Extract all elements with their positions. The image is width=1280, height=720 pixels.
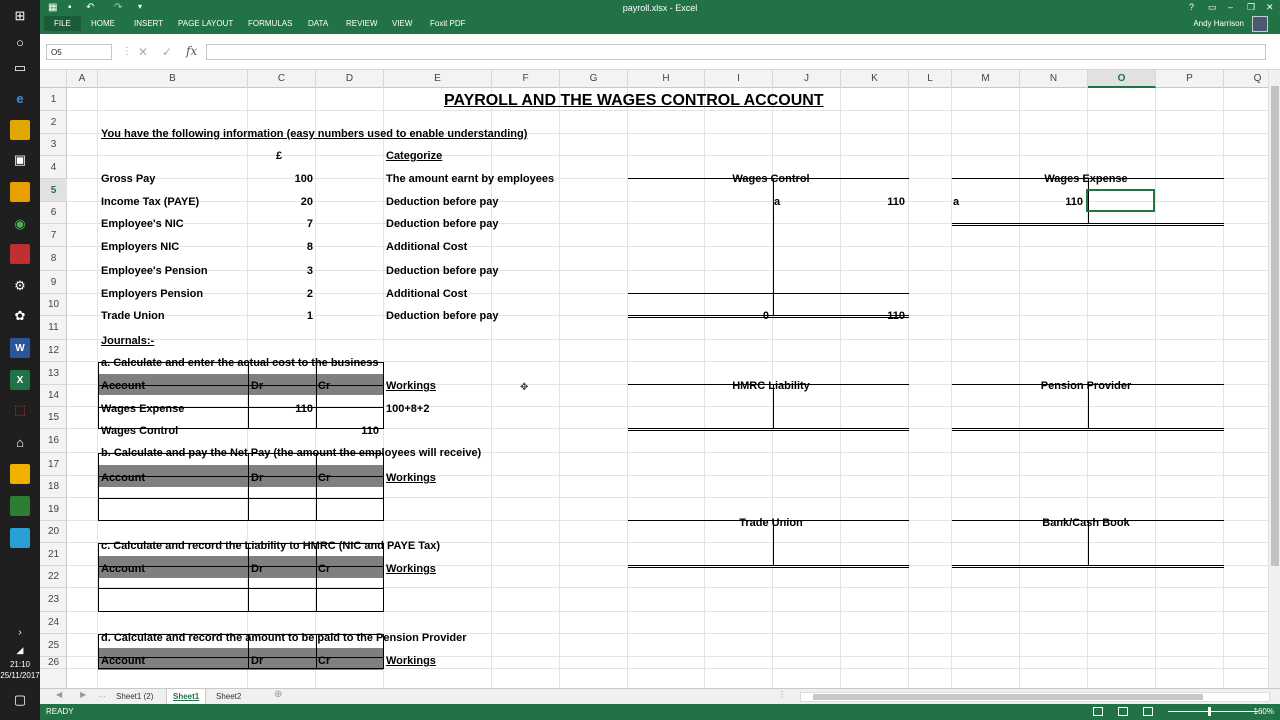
item-category: Additional Cost [386, 241, 468, 253]
wages-control-dr-total: 0 [762, 310, 769, 322]
zoom-level[interactable]: 160% [1253, 707, 1274, 716]
trade-union-bottom-1 [628, 565, 909, 566]
wages-expense-bottom-1 [952, 223, 1224, 224]
column-header-f[interactable]: F [492, 70, 560, 88]
insert-function-button[interactable]: fx [186, 44, 198, 58]
journal-c-border-h [98, 611, 384, 612]
edge-browser-icon[interactable]: e [16, 90, 24, 106]
wages-control-cr-total: 110 [887, 310, 905, 322]
tab-view[interactable]: VIEW [392, 19, 413, 28]
hmrc-bottom-1 [628, 428, 909, 429]
journal-d-border-h [98, 668, 384, 669]
journal-c-account-header: Account [101, 563, 145, 575]
row-header-1[interactable]: 1 [40, 88, 67, 111]
journals-label: Journals:- [101, 335, 155, 347]
item-category: Deduction before pay [386, 265, 499, 277]
app-red-icon[interactable] [10, 244, 30, 264]
wages-expense-dr-value: 110 [1065, 196, 1083, 208]
wages-expense-bottom-2 [952, 225, 1224, 226]
app-yellow-icon[interactable] [10, 464, 30, 484]
cortana-icon[interactable]: ○ [16, 34, 24, 50]
row-header-26[interactable]: 26 [40, 657, 67, 669]
wages-control-total-top [628, 293, 909, 294]
trade-union-title: Trade Union [739, 517, 803, 529]
column-header-k[interactable]: K [841, 70, 909, 88]
item-name: Employee's Pension [101, 265, 208, 277]
wages-control-cr-value: 110 [887, 196, 905, 208]
store-icon[interactable]: ▣ [13, 152, 27, 167]
row-header-6[interactable]: 6 [40, 202, 67, 224]
item-amount: 3 [306, 265, 313, 277]
question-b: b. Calculate and pay the Net Pay (the amount the employees will receive) [101, 447, 482, 459]
row-header-3[interactable]: 3 [40, 134, 67, 156]
more-icon[interactable]: ⋮ [778, 690, 786, 699]
column-header-m[interactable]: M [952, 70, 1020, 88]
help-button[interactable]: ? [1189, 2, 1195, 12]
journal-a-dr: 110 [295, 403, 313, 415]
row-header-21[interactable]: 21 [40, 543, 67, 566]
row-header-8[interactable]: 8 [40, 247, 67, 271]
journal-d-workings-header: Workings [386, 655, 436, 667]
wages-control-title: Wages Control [732, 173, 810, 185]
item-name: Employers NIC [101, 241, 180, 253]
tab-review[interactable]: REVIEW [346, 19, 378, 28]
chrome-icon[interactable]: ◉ [14, 216, 26, 231]
prev-sheet-icon[interactable]: ◀ [56, 690, 63, 699]
journal-b-border-h [98, 498, 384, 499]
cancel-icon[interactable]: ✕ [138, 45, 149, 59]
tab-file[interactable]: FILE [44, 16, 81, 31]
journal-a-account-header: Account [101, 380, 145, 392]
hmrc-bottom-2 [628, 430, 909, 431]
column-headers [40, 70, 1268, 88]
column-header-c[interactable]: C [248, 70, 316, 88]
vertical-scroll-thumb[interactable] [1271, 86, 1279, 566]
journal-b-workings-header: Workings [386, 472, 436, 484]
journal-b-border-v [316, 453, 317, 521]
ribbon [40, 0, 1280, 34]
status-ready: READY [46, 707, 74, 716]
redo-icon[interactable]: ↷ [114, 2, 123, 13]
pension-bottom-2 [952, 430, 1224, 431]
row-header-11[interactable]: 11 [40, 316, 67, 340]
cells-area[interactable] [67, 88, 1268, 688]
row-header-5[interactable]: 5 [40, 179, 67, 202]
journal-a-dr-header: Dr [251, 380, 264, 392]
row-header-10[interactable]: 10 [40, 294, 67, 316]
app-green-icon[interactable] [10, 496, 30, 516]
zoom-slider-thumb[interactable] [1208, 707, 1211, 716]
row-header-18[interactable]: 18 [40, 476, 67, 498]
row-header-14[interactable]: 14 [40, 385, 67, 407]
app-icon[interactable] [10, 182, 30, 202]
journal-c-border-v [248, 543, 249, 612]
question-a: a. Calculate and enter the actual cost to the business [101, 357, 379, 369]
app-blue-icon[interactable] [10, 528, 30, 548]
journal-a-border-v [383, 362, 384, 429]
journal-c-border-h [98, 588, 384, 589]
undo-icon[interactable]: ↶ [86, 2, 95, 13]
user-name[interactable]: Andy Harrison [1193, 19, 1244, 28]
journal-c-cr-header: Cr [318, 563, 331, 575]
journal-b-account-header: Account [101, 472, 145, 484]
clock-date: 25/11/2017 [0, 671, 40, 680]
journal-d-border-v [98, 634, 99, 669]
pension-bottom-1 [952, 428, 1224, 429]
item-name: Trade Union [101, 310, 165, 322]
item-category: Deduction before pay [386, 196, 499, 208]
restore-icon[interactable]: ❐ [1247, 2, 1256, 12]
item-category: Deduction before pay [386, 310, 499, 322]
item-name: Gross Pay [101, 173, 156, 185]
question-d: d. Calculate and record the amount to be paid to the Pension Provider [101, 632, 467, 644]
journal-a-workings: 100+8+2 [386, 403, 430, 415]
row-header-25[interactable]: 25 [40, 634, 67, 657]
word-icon[interactable]: W [10, 338, 30, 358]
journal-d-dr-header: Dr [251, 655, 264, 667]
item-amount: 1 [306, 310, 313, 322]
column-header-h[interactable]: H [628, 70, 705, 88]
save-icon[interactable]: ▪ [68, 2, 72, 13]
trade-union-bottom-2 [628, 567, 909, 568]
page-break-view-icon[interactable] [1143, 707, 1153, 716]
window-title: payroll.xlsx - Excel [622, 3, 698, 13]
row-header-17[interactable]: 17 [40, 453, 67, 476]
item-name: Income Tax (PAYE) [101, 196, 200, 208]
home-icon[interactable]: ⌂ [16, 434, 24, 450]
column-header-b[interactable]: B [98, 70, 248, 88]
column-header-o[interactable]: O [1088, 70, 1156, 88]
ribbon-display-icon[interactable]: ▭ [1208, 2, 1217, 12]
item-amount: 7 [306, 218, 313, 230]
column-header-e[interactable]: E [384, 70, 492, 88]
tab-data[interactable]: DATA [308, 19, 329, 28]
journal-b-border-v [248, 453, 249, 521]
row-headers [40, 88, 67, 688]
bank-bottom-2 [952, 567, 1224, 568]
qat-customize-icon[interactable]: ▾ [138, 2, 143, 11]
journal-c-border-v [98, 543, 99, 612]
row-header-24[interactable]: 24 [40, 612, 67, 634]
journal-d-cr-header: Cr [318, 655, 331, 667]
minimize-icon[interactable]: – [1228, 2, 1234, 12]
active-cell-o5[interactable] [1086, 189, 1155, 212]
journal-a-border-v [98, 362, 99, 429]
row-header-12[interactable]: 12 [40, 340, 67, 362]
status-bar [40, 704, 1280, 720]
sheet-tab-sheet1-2[interactable]: Sheet1 (2) [116, 692, 154, 701]
sheet-tabs-bar [40, 688, 1280, 704]
journal-a-workings-header: Workings [386, 380, 436, 392]
row-header-13[interactable]: 13 [40, 362, 67, 385]
sheet-title: PAYROLL AND THE WAGES CONTROL ACCOUNT [444, 92, 824, 109]
more-sheets-icon[interactable]: … [98, 690, 106, 699]
item-amount: 20 [300, 196, 313, 208]
windows-start-icon[interactable]: ⊞ [14, 8, 26, 23]
journal-d-account-header: Account [101, 655, 145, 667]
windows-taskbar [0, 0, 40, 720]
column-header-j[interactable]: J [773, 70, 841, 88]
tab-home[interactable]: HOME [91, 19, 115, 28]
journal-c-border-v [316, 543, 317, 612]
avatar[interactable] [1252, 16, 1268, 32]
bank-bottom-1 [952, 565, 1224, 566]
tab-page-layout[interactable]: PAGE LAYOUT [178, 19, 234, 28]
pdf-icon[interactable]: ⬚ [13, 402, 27, 417]
item-name: Employers Pension [101, 288, 204, 300]
formula-input[interactable] [206, 44, 1266, 60]
worksheet-grid [40, 70, 1268, 688]
select-all-corner[interactable] [40, 70, 67, 88]
column-header-p[interactable]: P [1156, 70, 1224, 88]
file-explorer-icon[interactable] [10, 120, 30, 140]
mouse-cursor-icon: ✥ [520, 382, 529, 393]
bank-cash-book-title: Bank/Cash Book [1042, 517, 1130, 529]
journal-b-border-v [98, 453, 99, 521]
journal-b-dr-header: Dr [251, 472, 264, 484]
tab-formulas[interactable]: FORMULAS [248, 19, 293, 28]
pension-provider-title: Pension Provider [1040, 380, 1132, 392]
wages-expense-title: Wages Expense [1044, 173, 1128, 185]
tab-foxit-pdf[interactable]: Foxit PDF [430, 19, 466, 28]
new-sheet-icon[interactable]: ⊕ [274, 689, 283, 700]
row-header-2[interactable]: 2 [40, 111, 67, 134]
formula-bar-separator-icon: ⋮ [122, 46, 132, 57]
column-header-l[interactable]: L [909, 70, 952, 88]
journal-a-account: Wages Expense [101, 403, 185, 415]
journal-b-border-h [98, 520, 384, 521]
excel-icon[interactable]: X [10, 370, 30, 390]
taskbar-clock[interactable] [0, 659, 40, 681]
item-amount: 8 [306, 241, 313, 253]
intro-text: You have the following information (easy numbers used to enable understanding) [101, 128, 528, 140]
item-category: Deduction before pay [386, 218, 499, 230]
zoom-slider[interactable] [1168, 711, 1258, 712]
notifications-icon[interactable]: ▢ [13, 692, 27, 707]
row-header-7[interactable]: 7 [40, 224, 67, 247]
categorize-header: Categorize [386, 150, 443, 162]
row-header-19[interactable]: 19 [40, 498, 67, 521]
column-header-n[interactable]: N [1020, 70, 1088, 88]
journal-c-dr-header: Dr [251, 563, 264, 575]
row-header-15[interactable]: 15 [40, 407, 67, 429]
journal-c-border-v [383, 543, 384, 612]
page-layout-view-icon[interactable] [1118, 707, 1128, 716]
hmrc-liability-title: HMRC Liability [732, 380, 810, 392]
formula-bar [40, 34, 1280, 70]
wages-expense-dr-ref: a [953, 196, 960, 208]
chevron-icon[interactable]: › [18, 626, 22, 638]
row-header-20[interactable]: 20 [40, 521, 67, 543]
journal-c-workings-header: Workings [386, 563, 436, 575]
wages-control-cr-ref: a [774, 196, 781, 208]
column-header-a[interactable]: A [67, 70, 98, 88]
journal-a-cr-header: Cr [318, 380, 331, 392]
currency-header: £ [276, 150, 283, 162]
journal-a-border-v [316, 362, 317, 429]
column-header-i[interactable]: I [705, 70, 773, 88]
item-category: Additional Cost [386, 288, 468, 300]
column-header-g[interactable]: G [560, 70, 628, 88]
enter-icon[interactable]: ✓ [162, 45, 173, 59]
item-category: The amount earnt by employees [386, 173, 555, 185]
close-icon[interactable]: ✕ [1266, 2, 1274, 12]
question-c: c. Calculate and record the Liability to HMRC (NIC and PAYE Tax) [101, 540, 441, 552]
network-icon[interactable]: ◢ [16, 644, 24, 655]
horizontal-scroll-thumb[interactable] [813, 694, 1203, 700]
gridline-v [559, 88, 560, 688]
journal-a-border-v [248, 362, 249, 429]
journal-a-cr: 110 [361, 425, 379, 437]
next-sheet-icon[interactable]: ▶ [80, 690, 87, 699]
vertical-scrollbar[interactable] [1268, 70, 1280, 688]
tab-insert[interactable]: INSERT [134, 19, 164, 28]
journal-b-cr-header: Cr [318, 472, 331, 484]
app-paw-icon[interactable]: ✿ [14, 308, 26, 323]
column-header-d[interactable]: D [316, 70, 384, 88]
row-header-16[interactable]: 16 [40, 429, 67, 453]
horizontal-scrollbar[interactable] [800, 692, 1270, 702]
row-header-9[interactable]: 9 [40, 271, 67, 294]
excel-logo-icon: ▦ [48, 2, 58, 13]
name-box[interactable]: O5 [46, 44, 112, 60]
item-amount: 100 [294, 173, 313, 185]
sheet-tab-sheet1[interactable]: Sheet1 [166, 689, 206, 704]
row-header-23[interactable]: 23 [40, 588, 67, 612]
journal-b-border-v [383, 453, 384, 521]
task-view-icon[interactable]: ▭ [13, 60, 27, 75]
column-header-q[interactable]: Q [1224, 70, 1268, 88]
item-name: Employee's NIC [101, 218, 184, 230]
clock-time: 21:10 [9, 660, 31, 669]
journal-a-account: Wages Control [101, 425, 179, 437]
item-amount: 2 [306, 288, 313, 300]
row-header-22[interactable]: 22 [40, 566, 67, 588]
settings-icon[interactable]: ⚙ [14, 278, 26, 293]
row-header-4[interactable]: 4 [40, 156, 67, 179]
normal-view-icon[interactable] [1093, 707, 1103, 716]
sheet-tab-sheet2[interactable]: Sheet2 [216, 692, 242, 701]
